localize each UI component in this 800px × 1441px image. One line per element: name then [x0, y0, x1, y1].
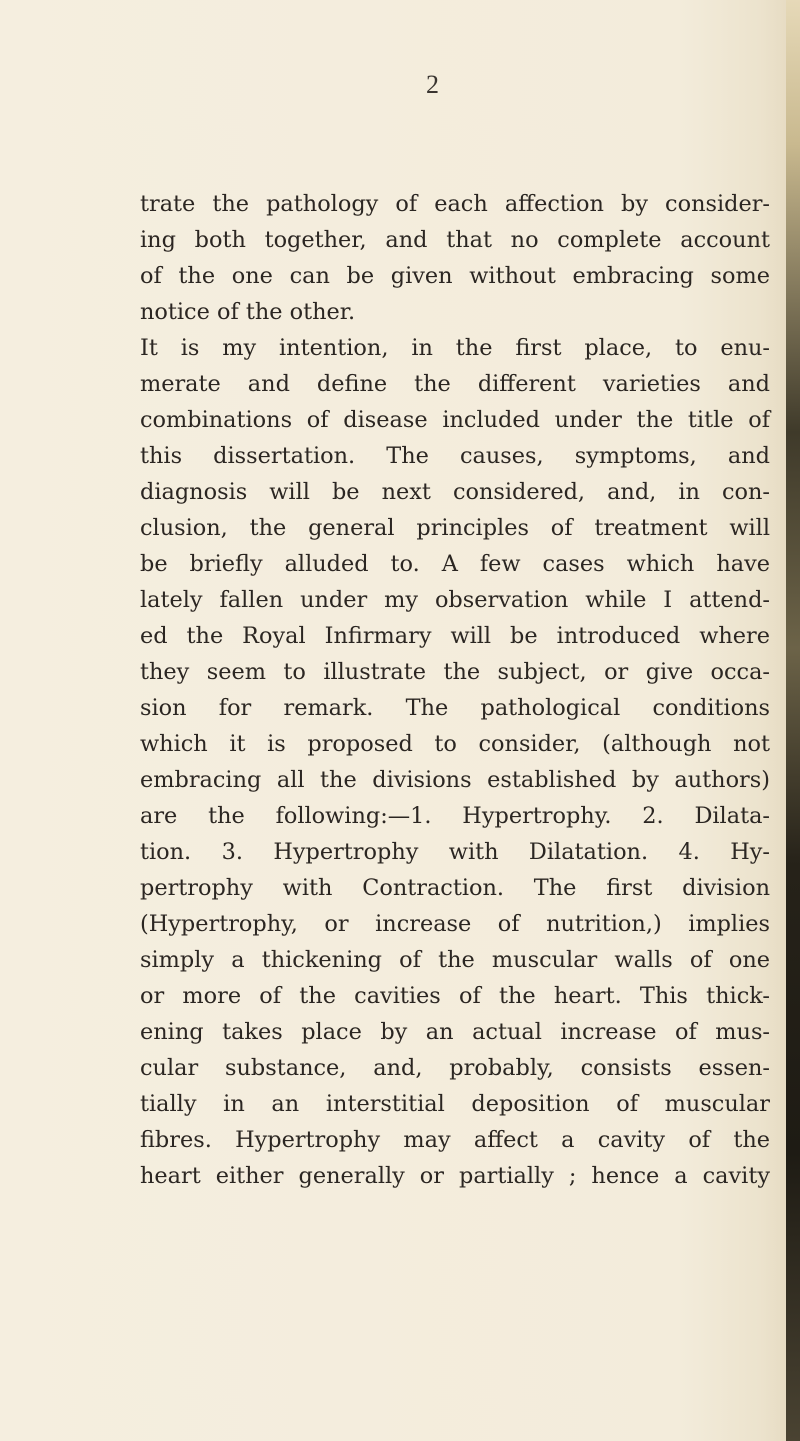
text-line: diagnosis will be next considered, and, in con- — [140, 479, 770, 505]
text-line: It is my intention, in the first place, to enu- — [140, 335, 770, 361]
text-line: this dissertation. The causes, symptoms, and — [140, 443, 770, 469]
page-number: 2 — [426, 70, 439, 99]
page-edge-shadow — [786, 0, 800, 1441]
text-line: lately fallen under my observation while I attend- — [140, 587, 770, 613]
text-line: they seem to illustrate the subject, or give occa- — [140, 659, 770, 685]
text-line: fibres. Hypertrophy may affect a cavity of the — [140, 1127, 770, 1153]
text-line: pertrophy with Contraction. The first division — [140, 875, 770, 901]
text-line: embracing all the divisions established by authors) — [140, 767, 770, 793]
text-line: (Hypertrophy, or increase of nutrition,) implies — [140, 911, 770, 937]
text-line: trate the pathology of each affection by consider- — [140, 191, 770, 217]
text-line: combinations of disease included under the title of — [140, 407, 770, 433]
text-line: tially in an interstitial deposition of muscular — [140, 1091, 770, 1117]
text-line: which it is proposed to consider, (although not — [140, 731, 770, 757]
text-line: of the one can be given without embracing some — [140, 263, 770, 289]
text-line: merate and define the different varieties and — [140, 371, 770, 397]
text-line: ening takes place by an actual increase of mus- — [140, 1019, 770, 1045]
text-line: cular substance, and, probably, consists essen- — [140, 1055, 770, 1081]
text-line: tion. 3. Hypertrophy with Dilatation. 4. Hy- — [140, 839, 770, 865]
text-line: or more of the cavities of the heart. This thick- — [140, 983, 770, 1009]
body-text — [140, 186, 770, 1194]
text-line: notice of the other. — [140, 299, 356, 325]
text-line: sion for remark. The pathological conditions — [140, 695, 770, 721]
text-line: clusion, the general principles of treatment will — [140, 515, 770, 541]
text-line: simply a thickening of the muscular walls of one — [140, 947, 770, 973]
text-line: ed the Royal Infirmary will be introduced where — [140, 623, 770, 649]
text-line: ing both together, and that no complete account — [140, 227, 770, 253]
text-line: heart either generally or partially ; hence a cavity — [140, 1163, 770, 1189]
text-line: are the following:—1. Hypertrophy. 2. Dilata- — [140, 803, 770, 829]
text-line: be briefly alluded to. A few cases which have — [140, 551, 770, 577]
